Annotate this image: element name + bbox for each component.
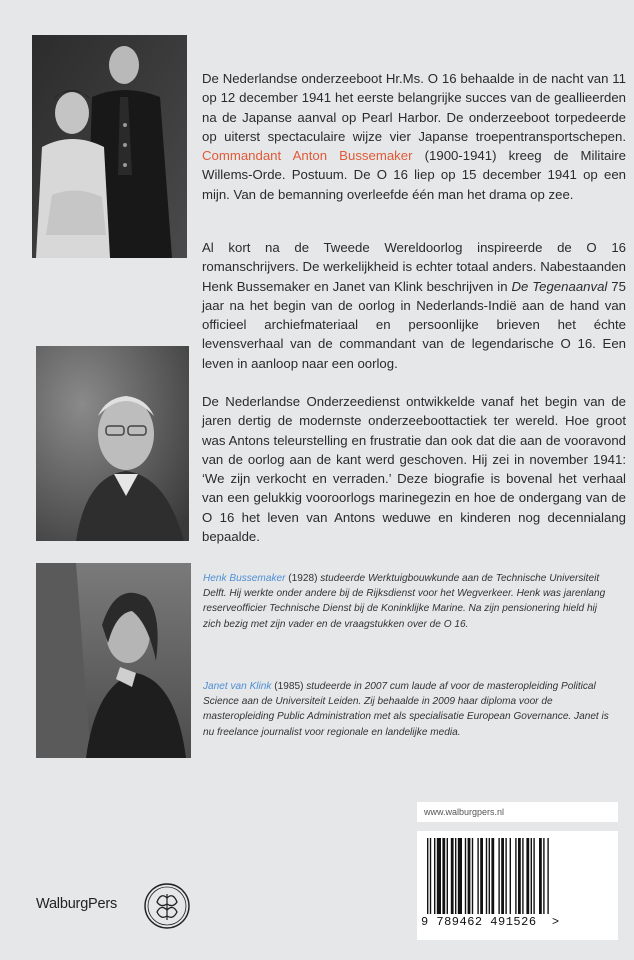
barcode-bar [543, 838, 544, 914]
photo-anton-and-wife [32, 35, 187, 258]
barcode-bar [480, 838, 483, 914]
website-link[interactable]: www.walburgpers.nl [424, 807, 505, 817]
isbn-barcode [417, 831, 618, 940]
intro-text: De Nederlandse onderzeeboot Hr.Ms. O 16 behaalde in de nacht van 11 op 12 december 1941 het eerste belangrijke succes van de geallieerden na de Japanse aanval op Pearl Harbor. De onderzeeboot torpedeerde op uiterst spectaculaire wijze vier Japanse troepentransportschepen. [202, 71, 626, 144]
paragraph-intro [202, 69, 626, 204]
summary-text-continued: 75 jaar na het begin van de oorlog in Nederlands-Indië aan de hand van officieel archiefmateriaal en persoonlijke brieven het échte levensverhaal van de commandant van de legendarische O 16. Een leven in aanloop naar een oorlog. [202, 278, 626, 371]
barcode-bar [437, 838, 441, 914]
commander-name-highlight: Commandant Anton Bussemaker [202, 148, 413, 164]
barcode-bar [427, 838, 428, 914]
barcode-bar [531, 838, 532, 914]
book-title: De Tegenaanval [511, 278, 608, 294]
barcode-bar [539, 838, 542, 914]
summary-text: Al kort na de Tweede Wereldoorlog inspireerde de O 16 romanschrijvers. De werkelijkheid is echter totaal anders. Nabestaanden Henk Bussemaker en Janet van Klink beschrijven in [202, 240, 626, 294]
barcode-bar [501, 838, 504, 914]
website-box [417, 802, 618, 822]
barcode-bar [455, 838, 456, 914]
paragraph-book-summary [202, 238, 626, 373]
barcode-bar [498, 838, 499, 914]
barcode-bar [547, 838, 548, 914]
barcode-graphic [427, 838, 608, 914]
barcode-bar [526, 838, 529, 914]
author-year-janet: (1985) [271, 681, 304, 692]
author-text-janet: studeerde in 2007 cum laude af voor de masteropleiding Political Science aan de Universiteit Leiden. Zij behaalde in 2009 haar diploma voor de masteropleiding Public Administration met als specialisatie European Governance. Janet is nu freelance journalist voor regionale en landelijke media. [203, 681, 609, 738]
barcode-bar [486, 838, 487, 914]
barcode-bar [477, 838, 478, 914]
photo-henk-bussemaker [36, 346, 189, 541]
author-year-henk: (1928) [285, 573, 318, 584]
barcode-bar [434, 838, 435, 914]
barcode-bar [489, 838, 490, 914]
author-name-henk: Henk Bussemaker [203, 573, 286, 584]
author-bio-janet [203, 679, 613, 740]
barcode-bar [458, 838, 462, 914]
author-bio-henk [203, 571, 613, 632]
publisher-logo-icon [143, 882, 191, 930]
submarine-service-text: De Nederlandse Onderzeedienst ontwikkelde vanaf het begin van de jaren dertig de modernste onderzeeboottactiek ter wereld. Hoe groot was Antons teleurstelling en frustratie dan ook dat die aan de vooravond van de oorlog aan de kant werd geschoven. Hij zei in november 1941: ‘We zijn verkocht en verraden.’ Deze biografie is bovenal het verhaal van een gelukkig vooroorlogs marinegezin en hoe de ondergang van de O 16 het leven van Antons weduwe en kinderen nog decennialang bepaalde. [202, 394, 626, 545]
isbn-number: 9 789462 491526 > [421, 915, 560, 929]
barcode-bar [447, 838, 448, 914]
barcode-bar [533, 838, 534, 914]
barcode-bar [510, 838, 511, 914]
barcode-bar [491, 838, 494, 914]
barcode-bar [518, 838, 521, 914]
barcode-bar [465, 838, 466, 914]
barcode-bar [468, 838, 471, 914]
barcode-bar [430, 838, 431, 914]
barcode-bar [515, 838, 516, 914]
author-text-henk: studeerde Werktuigbouwkunde aan de Technische Universiteit Delft. Hij werkte onder andere bij de Rijksdienst voor het Wegverkeer. Henk was jarenlang reserveofficier Technische Dienst bij de Koninklijke Marine. Na zijn pensionering hield hij zich bezig met zijn vader en de vraagstukken over de O 16. [203, 573, 606, 630]
barcode-bar [505, 838, 506, 914]
photo-janet-van-klink [36, 563, 191, 758]
publisher-name: WalburgPers [36, 896, 118, 912]
author-name-janet: Janet van Klink [203, 681, 272, 692]
barcode-bar [442, 838, 445, 914]
intro-text-continued: (1900-1941) kreeg de Militaire Willems-Orde. Postuum. De O 16 liep op 15 december 1941 op een mijn. Van de bemanning overleefde één man het drama op zee. [202, 148, 626, 202]
paragraph-submarine-service [202, 392, 626, 546]
barcode-bar [522, 838, 523, 914]
barcode-bar [451, 838, 454, 914]
barcode-bar [472, 838, 473, 914]
